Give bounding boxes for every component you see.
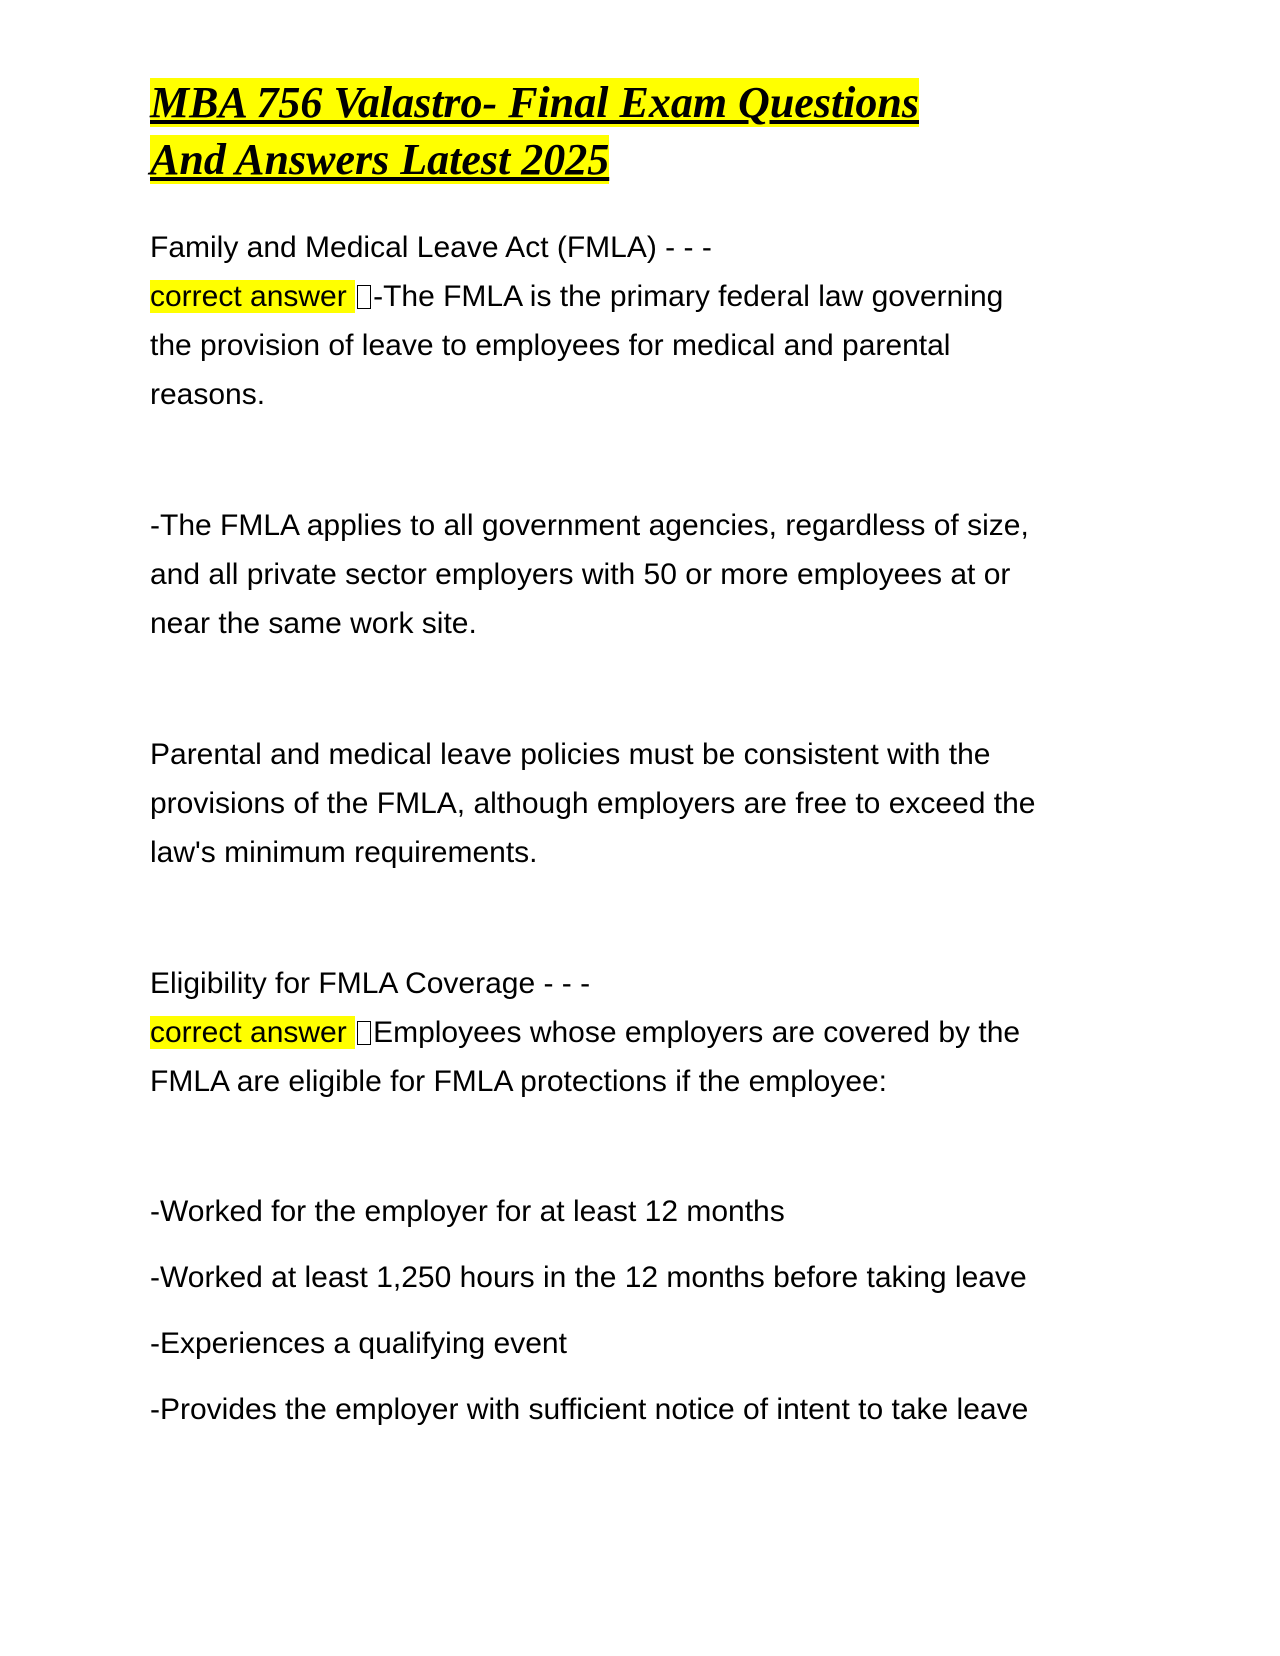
paragraph-line: Parental and medical leave policies must be consistent with the [150,738,991,771]
paragraph-line: -The FMLA applies to all government agencies, regardless of size, [150,509,1029,542]
list-item: -Provides the employer with sufficient notice of intent to take leave [150,1393,1029,1426]
title-line-1: MBA 756 Valastro- Final Exam Questions [150,78,919,127]
list-item: -Worked at least 1,250 hours in the 12 months before taking leave [150,1261,1027,1294]
paragraph-line: and all private sector employers with 50 or more employees at or [150,558,1011,591]
answer-1-line-1: -The FMLA is the primary federal law governing [373,280,1004,313]
answer-1-paragraph-3 [150,730,1130,877]
box-glyph-icon [357,285,371,309]
list-item: -Worked for the employer for at least 12 months [150,1195,785,1228]
document-page [150,74,1130,1451]
title-line-2: And Answers Latest 2025 [150,135,610,184]
correct-answer-label: correct answer [150,1016,356,1049]
paragraph-line: provisions of the FMLA, although employers are free to exceed the [150,787,1036,820]
answer-2-line-2: FMLA are eligible for FMLA protections if the employee: [150,1065,888,1098]
answer-2-line-1: Employees whose employers are covered by the [373,1016,1021,1049]
document-title [150,74,1130,188]
answer-1-line-3: reasons. [150,378,266,411]
eligibility-list [150,1187,1130,1434]
question-1 [150,223,1130,419]
answer-1-line-2: the provision of leave to employees for medical and parental [150,329,951,362]
answer-1-paragraph-2 [150,501,1130,648]
correct-answer-label: correct answer [150,280,356,313]
question-2 [150,959,1130,1106]
paragraph-line: law's minimum requirements. [150,836,538,869]
list-item: -Experiences a qualifying event [150,1327,567,1360]
paragraph-line: near the same work site. [150,607,477,640]
question-2-text: Eligibility for FMLA Coverage - - - [150,967,591,1000]
box-glyph-icon [357,1021,371,1045]
question-1-text: Family and Medical Leave Act (FMLA) - - - [150,231,712,264]
